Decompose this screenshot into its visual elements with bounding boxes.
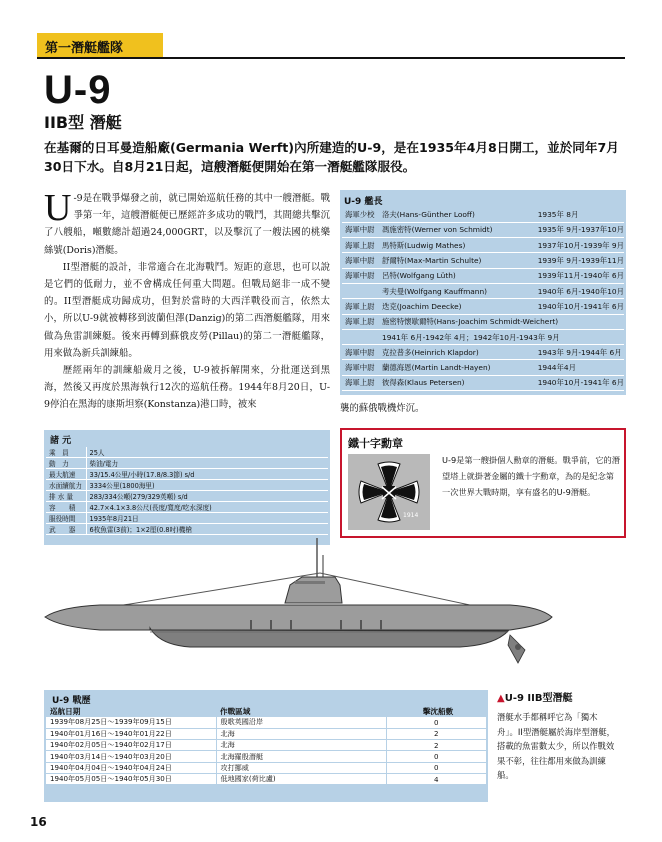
commander-date: 1944年4月	[536, 360, 624, 375]
commander-rank: 海軍中尉	[342, 360, 380, 375]
body-paragraph-1	[44, 187, 330, 259]
section-tab	[37, 33, 163, 57]
commander-name: 迭克(Joachim Deecke)	[380, 299, 536, 314]
commander-name: 舒爾特(Max-Martin Schulte)	[380, 253, 536, 268]
iron-cross-title: 鐵十字勳章	[348, 437, 403, 450]
commander-date: 1940年 6月-1940年10月	[536, 283, 624, 298]
commander-date: 1940年10月-1941年 6月	[536, 299, 624, 314]
iron-cross-text: U-9是第一艘掛個人勳章的潛艇。戰爭前，它的潛望塔上就掛著金屬的鐵十字勳章，為的是紀念第一次世界大戰時期，享有盛名的U-9潛艇。	[442, 455, 620, 497]
battle-area: 攻打挪威	[216, 762, 386, 773]
commander-name: 馬特斯(Ludwig Mathes)	[380, 238, 536, 253]
commander-rank: 海軍中尉	[342, 253, 380, 268]
spec-row	[46, 480, 328, 491]
commander-row	[342, 360, 624, 375]
spec-value: 1935年8月21日	[86, 513, 328, 524]
commander-name: 馮施密特(Werner von Schmidt)	[380, 222, 536, 237]
caption-title	[497, 689, 572, 704]
spec-row	[46, 502, 328, 513]
commander-row	[342, 375, 624, 390]
lead-paragraph: 在基爾的日耳曼造船廠(Germania Werft)內所建造的U-9，是在1935年4月8日開工，並於同年7月30日下水。自8月21日起，這艘潛艇便開始在第一潛艇艦隊服役。	[44, 140, 619, 174]
spec-row	[46, 513, 328, 524]
spec-label: 容 積	[46, 502, 86, 513]
commanders-header: U-9 艦長	[344, 197, 383, 207]
spec-value: 3334公里(1800海里)	[86, 480, 328, 491]
col-sunk: 擊沈船數	[386, 706, 486, 717]
battle-record-panel	[44, 690, 488, 802]
commander-date: 1937年10月-1939年 9月	[536, 238, 624, 253]
spec-label: 最大航速	[46, 469, 86, 480]
battle-date: 1940年01月16日～1940年01月22日	[46, 728, 216, 739]
commander-name: 彼得森(Klaus Petersen)	[380, 375, 536, 390]
body-p1-text: -9是在戰爭爆發之前，就已開始巡航任務的其中一艘潛艇。戰爭第一年，這艘潛艇便已歷經許多成功的戰鬥，其間總共擊沉了八艘船，噸數總計超過24,000GRT，以及擊沉了一艘法國的桃樂絲號(Doris)潛艇。	[44, 193, 330, 256]
specs-header: 諸 元	[50, 436, 72, 446]
battle-sunk: 0	[386, 751, 486, 762]
caption-marker: ▲	[497, 693, 505, 704]
page-number: 16	[30, 815, 47, 829]
commander-date: 1940年10月-1941年 6月	[536, 375, 624, 390]
battle-area: 北海羅殷潛艇	[216, 751, 386, 762]
commander-rank: 海軍少校	[342, 207, 380, 222]
spec-value: 柴油/電力	[86, 458, 328, 469]
battle-table	[46, 706, 486, 785]
spec-label: 水面續航力	[46, 480, 86, 491]
commander-date: 1939年11月-1940年 6月	[536, 268, 624, 283]
iron-cross-panel	[340, 428, 626, 538]
battle-header: U-9 戰歷	[52, 696, 91, 706]
commander-rank: 海軍上尉	[342, 238, 380, 253]
specs-table	[46, 447, 328, 535]
battle-sunk: 2	[386, 728, 486, 739]
commander-date: 1939年 9月-1939年11月	[536, 253, 624, 268]
commander-name: 考夫曼(Wolfgang Kauffmann)	[380, 283, 536, 298]
spec-label: 乘 員	[46, 447, 86, 458]
commander-row	[342, 299, 624, 314]
header-rule	[37, 57, 625, 59]
spec-row	[46, 524, 328, 535]
body-continuation: 襲的蘇俄戰機炸沉。	[340, 403, 425, 414]
commander-row	[342, 314, 624, 329]
specs-panel	[44, 430, 330, 545]
commander-row	[342, 238, 624, 253]
commander-rank	[342, 283, 380, 298]
battle-date: 1939年08月25日～1939年09月15日	[46, 717, 216, 728]
spec-value: 42.7×4.1×3.8公尺(長度/寬度/吃水深度)	[86, 502, 328, 513]
commander-rank: 海軍中尉	[342, 268, 380, 283]
col-date: 巡航日期	[46, 706, 216, 717]
commander-rank: 海軍上尉	[342, 299, 380, 314]
commander-name: 克拉普多(Heinrich Klapdor)	[380, 345, 536, 360]
commander-date: 1935年 9月-1937年10月	[536, 222, 624, 237]
body-paragraph-2: II型潛艇的設計，非常適合在北海戰鬥。短距的意思，也可以說是它們的低耐力，並不會構成任何重大問題。但戰局絕非一成不變的。II型潛艇成功歸成功，但對於當時的大西洋戰役而言，依然太小，所以U-9就被轉移到波蘭但澤(Danzig)的第二西潛艇艦隊，用來做為魚雷訓練艇。後來再轉到蘇俄皮勞(Pillau)的第二一潛艇艦隊，用來做為新兵訓練船。	[44, 261, 330, 359]
body-text	[44, 187, 330, 414]
spec-label: 排 水 量	[46, 491, 86, 502]
commander-row	[342, 222, 624, 237]
commander-rank: 海軍中尉	[342, 222, 380, 237]
commander-rank: 海軍上尉	[342, 314, 380, 329]
commander-name: 蘭德海恩(Martin Landt-Hayen)	[380, 360, 536, 375]
spec-label: 武 器	[46, 524, 86, 535]
commander-date: 1943年 9月-1944年 6月	[536, 345, 624, 360]
spec-row	[46, 447, 328, 458]
commander-name: 呂特(Wolfgang Lüth)	[380, 268, 536, 283]
battle-area: 低地國家(荷比盧)	[216, 773, 386, 784]
caption-title-text: U-9 IIB型潛艇	[504, 693, 573, 704]
spec-row	[46, 469, 328, 480]
commander-row	[342, 329, 624, 344]
battle-row	[46, 717, 486, 728]
body-paragraph-3: 歷經兩年的訓練船歲月之後，U-9被拆解開來，分批運送到黑海，然後又再度於黑海執行12次的巡航任務。1944年8月20日，U-9停泊在黑海的康斯坦察(Konstanza)港口時，被來	[44, 365, 330, 411]
battle-row	[46, 740, 486, 751]
battle-date: 1940年05月05日～1940年05月30日	[46, 773, 216, 784]
iron-cross-year: 1914	[403, 512, 419, 519]
dropcap: U	[44, 187, 72, 229]
spec-value: 25人	[86, 447, 328, 458]
spec-label: 動 力	[46, 458, 86, 469]
spec-row	[46, 491, 328, 502]
spec-value: 6枚魚雷(3前)；1×2厘(0.8吋)機槍	[86, 524, 328, 535]
commander-rank: 海軍中尉	[342, 345, 380, 360]
battle-sunk: 4	[386, 773, 486, 784]
commander-row	[342, 283, 624, 298]
commander-row	[342, 253, 624, 268]
battle-row	[46, 751, 486, 762]
commander-rank	[342, 329, 380, 344]
caption-text: 潛艇水手都稱呼它為「獨木舟」。II型潛艇屬於海岸型潛艇，搭載的魚雷數太少，所以作戰效果不彰，往往都用來做為訓練船。	[497, 712, 615, 781]
battle-row	[46, 762, 486, 773]
battle-date: 1940年04月04日～1940年04月24日	[46, 762, 216, 773]
battle-area: 北海	[216, 728, 386, 739]
commander-rank: 海軍上尉	[342, 375, 380, 390]
commander-name: 施密特懷歇爾特(Hans-Joachim Schmidt-Weichert)	[380, 314, 624, 329]
col-area: 作戰區域	[216, 706, 386, 717]
commander-name: 1941年 6月-1942年 4月；1942年10月-1943年 9月	[380, 329, 624, 344]
commander-row	[342, 207, 624, 222]
battle-date: 1940年03月14日～1940年03月20日	[46, 751, 216, 762]
spec-row	[46, 458, 328, 469]
battle-area: 北海	[216, 740, 386, 751]
commander-row	[342, 345, 624, 360]
page-subtitle: IIB型 潛艇	[44, 113, 122, 132]
battle-sunk: 0	[386, 762, 486, 773]
battle-row	[46, 728, 486, 739]
spec-value: 33/15.4公里/小時(17.8/8.3節) s/d	[86, 469, 328, 480]
submarine-illustration	[40, 535, 560, 675]
battle-sunk: 0	[386, 717, 486, 728]
battle-row	[46, 773, 486, 784]
spec-label: 服役時間	[46, 513, 86, 524]
spec-value: 283/334公噸(279/329英噸) s/d	[86, 491, 328, 502]
commander-date: 1935年 8月	[536, 207, 624, 222]
commanders-table	[342, 207, 624, 391]
commanders-panel	[340, 190, 626, 395]
page-title: U-9	[44, 68, 112, 112]
battle-sunk: 2	[386, 740, 486, 751]
commander-row	[342, 268, 624, 283]
battle-date: 1940年02月05日～1940年02月17日	[46, 740, 216, 751]
section-label: 第一潛艇艦隊	[45, 41, 124, 56]
battle-area: 殷歌英國沿岸	[216, 717, 386, 728]
commander-name: 洛夫(Hans-Günther Looff)	[380, 207, 536, 222]
iron-cross-icon	[348, 454, 430, 530]
